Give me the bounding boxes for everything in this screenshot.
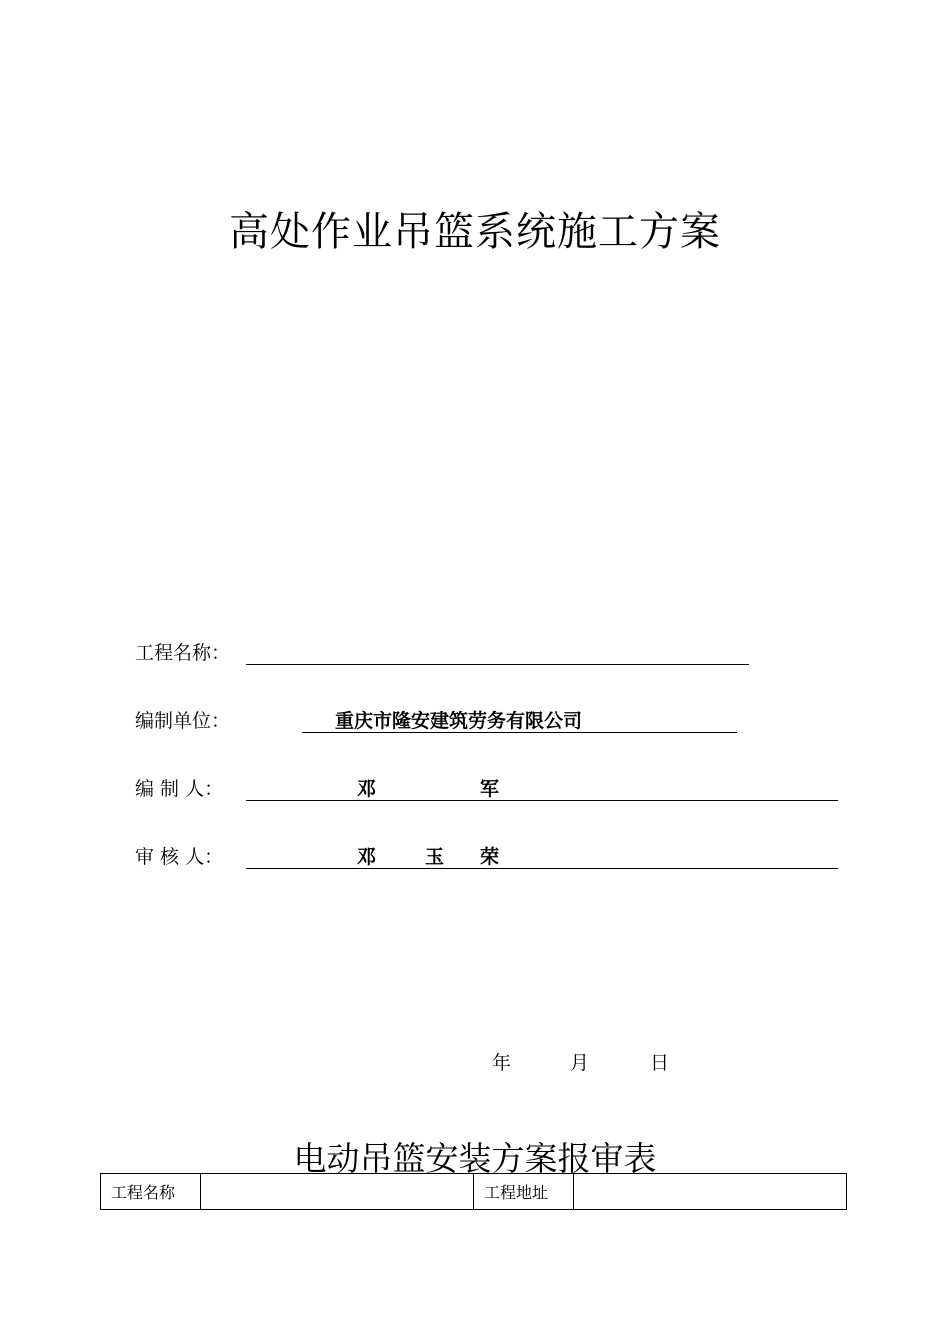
reviewer-line: [246, 842, 838, 869]
organization-label: 编制单位：: [135, 710, 231, 732]
date-month: 月: [570, 1052, 590, 1074]
compiler-value-surname: 邓: [357, 778, 377, 800]
reviewer-label: 审 核 人：: [135, 846, 224, 868]
organization-value: 重庆市隆安建筑劳务有限公司: [335, 710, 583, 732]
reviewer-value-surname: 邓: [357, 846, 377, 868]
project-name-line: [246, 638, 749, 665]
date-year: 年: [492, 1052, 512, 1074]
table-row: [101, 1174, 847, 1210]
report-form-title: 电动吊篮安装方案报审表: [293, 1139, 657, 1178]
project-name-label: 工程名称：: [135, 642, 231, 664]
project-name-cell-label: 工程名称: [101, 1174, 201, 1210]
document-title: 高处作业吊篮系统施工方案: [229, 209, 721, 255]
date-day: 日: [650, 1052, 670, 1074]
reviewer-value-given-2: 荣: [480, 846, 500, 868]
project-address-cell-value[interactable]: [574, 1174, 847, 1210]
reviewer-value-given-1: 玉: [425, 846, 445, 868]
project-address-cell-label: 工程地址: [474, 1174, 574, 1210]
report-form-table: [100, 1173, 847, 1210]
compiler-label: 编 制 人：: [135, 778, 224, 800]
compiler-line: [246, 774, 838, 801]
project-name-cell-value[interactable]: [201, 1174, 474, 1210]
compiler-value-given: 军: [480, 778, 500, 800]
